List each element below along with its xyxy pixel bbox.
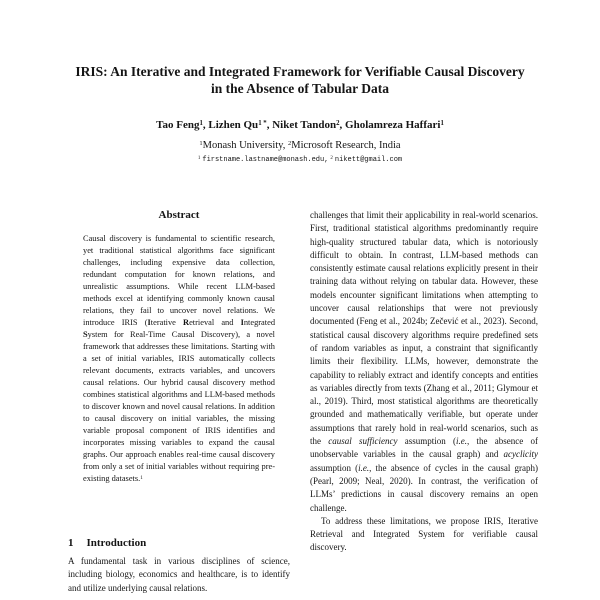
right-column-paragraph-2: To address these limitations, we propose IRIS, Iterative Retrieval and Integrated System for verifiable causal discovery. — [310, 515, 538, 553]
section-title: Introduction — [86, 537, 147, 549]
introduction-paragraph: A fundamental task in various disciplines of science, including biology, economics and healthcare, is to identify and utilize underlying causal relations. — [68, 556, 290, 593]
affiliations-line: $^1$Monash University, $^2$Microsoft Research, India — [199, 140, 401, 151]
section-number: 1 — [68, 537, 74, 549]
abstract-text: Causal discovery is fundamental to scientific research, yet traditional statistical algorithms face significant challenges, including expensive data collection, redundant computation for known relations, and unrealistic assumptions. While recent LLM-based methods excel at identifying commonly known causal relations, they fail to uncover novel relations. We introduce IRIS (Iterative Retrieval and Integrated System for Real-Time Causal Discovery), a novel framework that addresses these limitations. Starting with a set of initial variables, IRIS automatically collects relevant documents, extracts variables, and uncovers causal relations. Our hybrid causal discovery method combines statistical algorithms and LLM-based methods to discover known and novel causal relations. In addition to causal discovery on initial variables, the missing variable proposal component of IRIS identifies and incorporates missing variables to expand the causal graphs. Our approach enables real-time causal discovery from only a set of initial variables without requiring pre-existing datasets.$^1$ — [83, 234, 276, 483]
abstract-heading: Abstract — [158, 209, 200, 221]
left-column — [68, 209, 290, 600]
paper-title: IRIS: An Iterative and Integrated Framework for Verifiable Causal Discovery in the Absence of Tabular Data — [75, 64, 525, 96]
authors-line: Tao Feng$^1$, Lizhen $Qu^{1 *}$, Niket Tandon$^2$, Gholamreza Haffari$^1$ — [156, 119, 444, 131]
emails-line: $^1$ firstname.lastname@monash.edu, $^2$ nikett@gmail.com — [197, 155, 403, 164]
section-heading-introduction — [68, 537, 146, 550]
right-column — [310, 209, 538, 600]
right-column-paragraph-1: challenges that limit their applicability in real-world scenarios. First, traditional statistical algorithms predominantly require high-quality structured tabular data, which is notoriously difficult to obtain. In contrast, LLM-based methods can consistently estimate causal relations explicitly present in their training data without relying on tabular data. However, these models encounter significant limitations when attempting to uncover causal relationships that were not previously documented (Feng et al., 2024b; Zečević et al., 2023). Second, statistical causal discovery algorithms require predefined sets of random variables as input, a constraint that significantly limits their flexibility. LLMs, however, demonstrate the capability to reliably extract and identify concepts and entities as variables directly from texts (Zhang et al., 2011; Glymour et al., 2019). Third, most statistical algorithms are theoretically grounded and mathematically verifiable, but operate under assumptions that rarely hold in real-world scenarios, such as the causal sufficiency assumption (i.e., the absence of unobservable variables in the causal graph) and acyclicity assumption (i.e., the absence of cycles in the causal graph) (Pearl, 2009; Neal, 2020). In contrast, the verification of LLMs’ predictions in causal discovery remains an open challenge. — [310, 210, 538, 513]
